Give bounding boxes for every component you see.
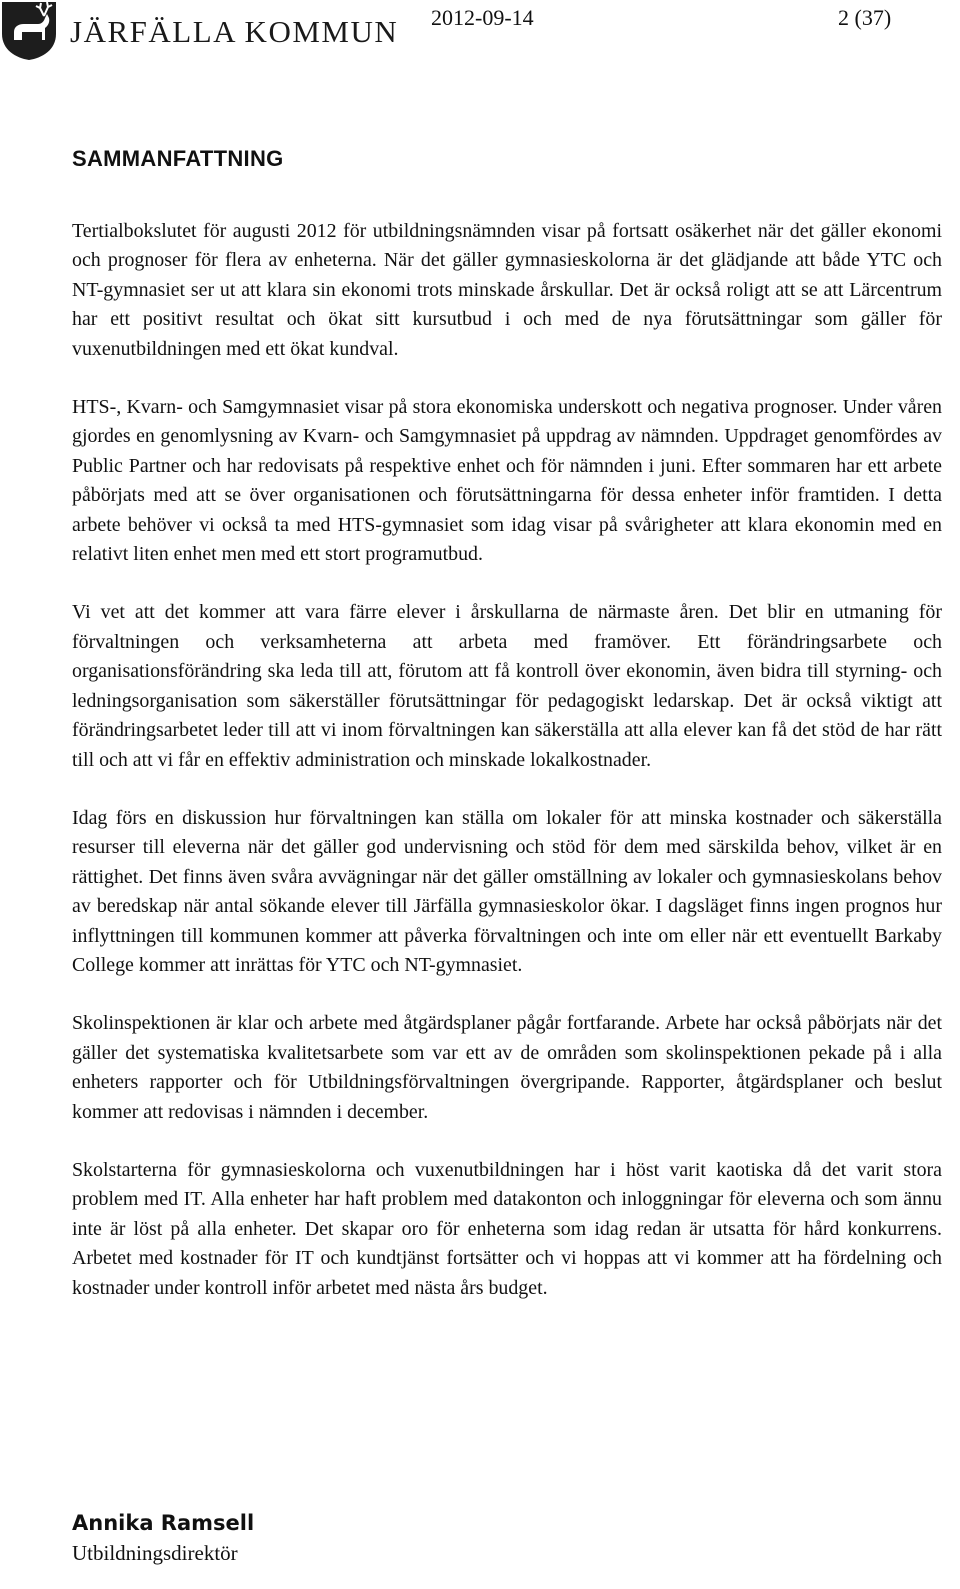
signature-block — [72, 1508, 254, 1568]
paragraph: Skolinspektionen är klar och arbete med åtgärdsplaner pågår fortfarande. Arbete har också påbörjats när det gäller det systematiska kvalitetsarbete som var ett av de områden som skolinspektionen pekade på i alla enheters rapporter och för Utbildningsförvaltningen övergripande. Rapporter, åtgärdsplaner och beslut kommer att redovisas i nämnden i december. — [72, 1012, 942, 1123]
document-date: 2012-09-14 — [431, 5, 534, 30]
coat-of-arms-icon — [0, 0, 58, 60]
section-heading: SAMMANFATTNING — [72, 146, 284, 171]
paragraph: Tertialbokslutet för augusti 2012 för utbildningsnämnden visar på fortsatt osäkerhet när det gäller ekonomi och prognoser för flera av enheterna. När det gäller gymnasieskolorna är det glädjande att både YTC och NT-gymnasiet ser ut att klara sin ekonomi trots minskade årskullar. Det är också roligt att se att Lärcentrum har ett positivt resultat och ökat sitt kursutbud i och med de nya förutsättningar som gäller för vuxenutbildningen med ett ökat kundval. — [72, 220, 942, 360]
page-number: 2 (37) — [838, 5, 892, 30]
paragraph: Skolstarterna för gymnasieskolorna och vuxenutbildningen har i höst varit kaotiska då det varit stora problem med IT. Alla enheter har haft problem med datakonton och inloggningar för eleverna och som ännu inte är löst på alla enheter. Det skapar oro för enheterna som idag redan är utsatta för hård konkurrens. Arbetet med kostnader för IT och kundtjänst fortsätter och vi hoppas att vi kommer att ha fördelning och kostnader under kontroll inför arbetet med nästa års budget. — [72, 1158, 942, 1299]
body-text — [72, 217, 942, 1332]
paragraph: HTS-, Kvarn- och Samgymnasiet visar på stora ekonomiska underskott och negativa prognoser. Under våren gjordes en genomlysning av Kvarn- och Samgymnasiet på uppdrag av nämnden. Uppdraget genomfördes av Public Partner och har redovisats på respektive enhet och för nämnden i juni. Efter sommaren har ett arbete påbörjats med att se över organisationen och förutsättningarna för dessa enheter inför framtiden. I detta arbete behöver vi också ta med HTS-gymnasiet som idag visar på svårigheter att klara ekonomin med en relativt liten enhet men med ett stort programutbud. — [72, 396, 942, 566]
paragraph: Idag förs en diskussion hur förvaltningen kan ställa om lokaler för att minska kostnader och säkerställa resurser till eleverna när det gäller god undervisning och stöd för dem med särskilda behov, vilket är en rättighet. Det finns även svåra avvägningar när det gäller omställning av lokaler och gymnasieskolans behov av beredskap när antal sökande elever till Järfälla gymnasieskolor ökar. I dagsläget finns ingen prognos hur inflyttningen till kommunen kommer att påverka förvaltningen och inte om eller när ett eventuellt Barkaby College kommer att inrättas för YTC och NT-gymnasiet. — [72, 806, 942, 976]
signatory-title: Utbildningsdirektör — [72, 1541, 238, 1565]
page-header — [0, 0, 960, 60]
paragraph: Vi vet att det kommer att vara färre elever i årskullarna de närmaste åren. Det blir en utmaning för förvaltningen och verksamheterna att arbeta med framöver. Ett förändringsarbete och organisationsförändring ska leda till att, förutom att få kontroll över ekonomin, även bidra till styrning- och ledningsorganisation som säkerställer förutsättningar för pedagogiskt ledarskap. Det är också viktigt att förändringsarbetet leder till att vi inom förvaltningen kan säkerställa att alla elever kan få det stöd de har rätt till och att vi får en effektiv administration och minskade lokalkostnader. — [72, 601, 942, 771]
municipality-name: JÄRFÄLLA KOMMUN — [70, 14, 399, 49]
signatory-name: Annika Ramsell — [72, 1511, 255, 1535]
